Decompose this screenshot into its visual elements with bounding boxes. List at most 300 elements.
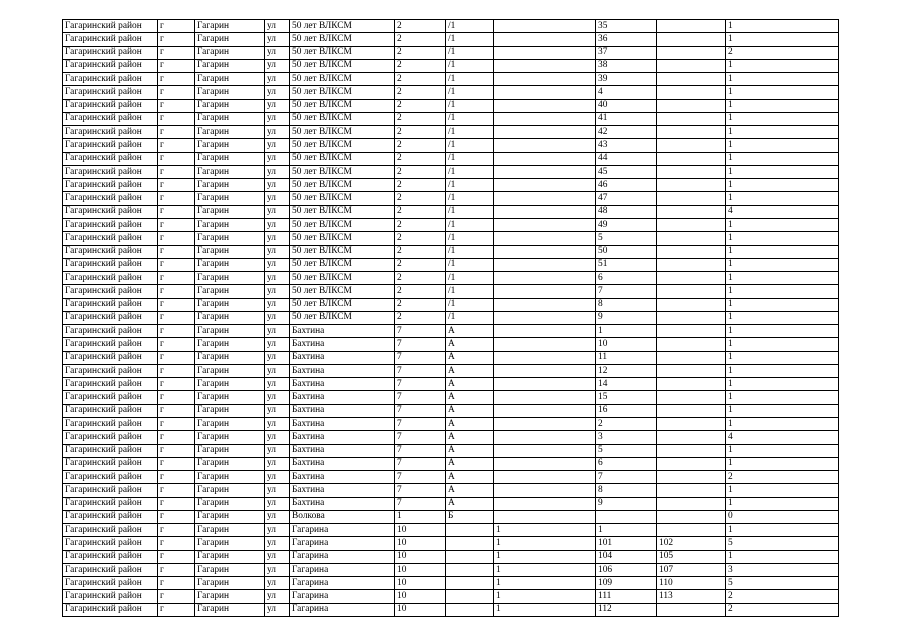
cell-settlement-type: г [158,272,195,285]
cell-district: Гагаринский район [63,404,158,417]
cell-apartment: 43 [596,139,657,152]
cell-house: 7 [395,325,446,338]
cell-apartment: 7 [596,285,657,298]
cell-building-suffix: /1 [446,285,494,298]
table-row [63,298,839,311]
cell-building-suffix: А [446,417,494,430]
cell-count: 1 [726,245,839,258]
cell-count: 1 [726,33,839,46]
cell-building-suffix: А [446,338,494,351]
cell-building-suffix: /1 [446,165,494,178]
cell-apartment: 14 [596,378,657,391]
cell-structure [494,139,596,152]
cell-street: 50 лет ВЛКСМ [290,298,395,311]
cell-street: Гагарина [290,550,395,563]
cell-settlement-type: г [158,351,195,364]
cell-street: 50 лет ВЛКСМ [290,311,395,324]
cell-street: Гагарина [290,537,395,550]
table-row [63,73,839,86]
cell-count: 1 [726,311,839,324]
cell-house: 2 [395,298,446,311]
cell-street: Бахтина [290,391,395,404]
cell-settlement: Гагарин [195,577,265,590]
cell-count: 1 [726,298,839,311]
cell-building-suffix [446,550,494,563]
cell-settlement: Гагарин [195,232,265,245]
table-row [63,484,839,497]
cell-structure [494,258,596,271]
cell-house: 2 [395,139,446,152]
cell-house: 10 [395,550,446,563]
cell-apartment-extra [657,33,726,46]
cell-structure [494,325,596,338]
cell-street: Бахтина [290,351,395,364]
cell-structure: 1 [494,563,596,576]
cell-district: Гагаринский район [63,99,158,112]
cell-apartment-extra: 102 [657,537,726,550]
cell-apartment-extra [657,46,726,59]
cell-street: Гагарина [290,603,395,616]
cell-district: Гагаринский район [63,112,158,125]
cell-structure [494,510,596,523]
cell-building-suffix [446,603,494,616]
cell-settlement-type: г [158,258,195,271]
cell-house: 2 [395,86,446,99]
cell-structure [494,205,596,218]
cell-apartment: 112 [596,603,657,616]
cell-street-type: ул [265,152,290,165]
cell-house: 10 [395,590,446,603]
cell-settlement: Гагарин [195,59,265,72]
cell-structure [494,152,596,165]
cell-building-suffix [446,563,494,576]
table-row [63,99,839,112]
cell-structure [494,285,596,298]
cell-apartment-extra [657,285,726,298]
cell-count: 1 [726,258,839,271]
cell-settlement: Гагарин [195,192,265,205]
cell-count: 4 [726,205,839,218]
cell-settlement: Гагарин [195,112,265,125]
cell-settlement-type: г [158,20,195,33]
cell-street-type: ул [265,404,290,417]
cell-settlement-type: г [158,285,195,298]
cell-street-type: ул [265,245,290,258]
cell-district: Гагаринский район [63,126,158,139]
cell-settlement: Гагарин [195,311,265,324]
cell-apartment: 40 [596,99,657,112]
cell-apartment-extra [657,351,726,364]
cell-building-suffix: /1 [446,232,494,245]
cell-count: 1 [726,417,839,430]
cell-apartment: 5 [596,444,657,457]
cell-settlement-type: г [158,510,195,523]
table-row [63,86,839,99]
cell-street: 50 лет ВЛКСМ [290,73,395,86]
cell-settlement: Гагарин [195,510,265,523]
cell-building-suffix: А [446,364,494,377]
cell-house: 2 [395,112,446,125]
cell-apartment-extra: 107 [657,563,726,576]
cell-district: Гагаринский район [63,338,158,351]
cell-count: 1 [726,152,839,165]
cell-count: 1 [726,272,839,285]
cell-street-type: ул [265,285,290,298]
cell-apartment-extra [657,325,726,338]
cell-apartment: 48 [596,205,657,218]
table-row [63,577,839,590]
cell-building-suffix: /1 [446,73,494,86]
cell-count: 1 [726,59,839,72]
cell-street-type: ул [265,497,290,510]
table-row [63,245,839,258]
cell-apartment: 8 [596,298,657,311]
cell-settlement: Гагарин [195,457,265,470]
cell-apartment: 49 [596,218,657,231]
cell-district: Гагаринский район [63,272,158,285]
cell-settlement-type: г [158,139,195,152]
cell-apartment-extra: 110 [657,577,726,590]
cell-district: Гагаринский район [63,46,158,59]
cell-street-type: ул [265,126,290,139]
cell-settlement-type: г [158,590,195,603]
cell-structure: 1 [494,524,596,537]
cell-house: 2 [395,205,446,218]
cell-house: 2 [395,99,446,112]
cell-building-suffix: А [446,457,494,470]
cell-settlement: Гагарин [195,338,265,351]
cell-apartment-extra [657,73,726,86]
cell-count: 1 [726,285,839,298]
cell-structure [494,232,596,245]
cell-house: 2 [395,165,446,178]
cell-settlement-type: г [158,86,195,99]
cell-district: Гагаринский район [63,537,158,550]
cell-structure [494,20,596,33]
cell-street-type: ул [265,99,290,112]
cell-apartment-extra [657,112,726,125]
cell-street-type: ул [265,550,290,563]
cell-settlement-type: г [158,126,195,139]
cell-street: Бахтина [290,444,395,457]
cell-street-type: ул [265,510,290,523]
cell-apartment-extra [657,192,726,205]
cell-house: 10 [395,537,446,550]
cell-apartment-extra [657,444,726,457]
cell-apartment-extra [657,311,726,324]
cell-settlement-type: г [158,46,195,59]
cell-house: 2 [395,232,446,245]
cell-structure: 1 [494,590,596,603]
cell-count: 1 [726,99,839,112]
cell-street: Бахтина [290,378,395,391]
cell-count: 1 [726,351,839,364]
cell-street: 50 лет ВЛКСМ [290,165,395,178]
cell-structure: 1 [494,577,596,590]
cell-settlement: Гагарин [195,99,265,112]
cell-district: Гагаринский район [63,603,158,616]
cell-structure [494,272,596,285]
cell-building-suffix: /1 [446,245,494,258]
cell-street: 50 лет ВЛКСМ [290,152,395,165]
cell-settlement: Гагарин [195,484,265,497]
cell-settlement: Гагарин [195,86,265,99]
cell-district: Гагаринский район [63,417,158,430]
cell-count: 1 [726,457,839,470]
cell-apartment: 1 [596,524,657,537]
cell-apartment: 39 [596,73,657,86]
cell-street: 50 лет ВЛКСМ [290,86,395,99]
cell-district: Гагаринский район [63,484,158,497]
cell-settlement-type: г [158,218,195,231]
cell-apartment-extra [657,152,726,165]
table-row [63,603,839,616]
cell-house: 7 [395,404,446,417]
cell-building-suffix: /1 [446,59,494,72]
cell-settlement: Гагарин [195,497,265,510]
cell-count: 1 [726,20,839,33]
cell-district: Гагаринский район [63,471,158,484]
cell-building-suffix: /1 [446,46,494,59]
cell-settlement-type: г [158,471,195,484]
cell-apartment-extra [657,378,726,391]
table-row [63,218,839,231]
address-table-body [63,20,839,617]
cell-settlement: Гагарин [195,33,265,46]
cell-apartment: 109 [596,577,657,590]
cell-settlement-type: г [158,338,195,351]
cell-count: 5 [726,577,839,590]
cell-settlement: Гагарин [195,298,265,311]
cell-street: Бахтина [290,404,395,417]
cell-settlement-type: г [158,524,195,537]
cell-building-suffix: /1 [446,298,494,311]
table-row [63,311,839,324]
cell-structure [494,179,596,192]
cell-district: Гагаринский район [63,364,158,377]
cell-street: Бахтина [290,431,395,444]
table-row [63,378,839,391]
cell-street: Гагарина [290,524,395,537]
cell-street: 50 лет ВЛКСМ [290,139,395,152]
cell-building-suffix: А [446,444,494,457]
cell-structure: 1 [494,550,596,563]
cell-building-suffix: /1 [446,258,494,271]
cell-street: Гагарина [290,590,395,603]
cell-settlement-type: г [158,298,195,311]
cell-building-suffix: /1 [446,33,494,46]
cell-settlement-type: г [158,311,195,324]
cell-building-suffix: /1 [446,272,494,285]
cell-count: 3 [726,563,839,576]
cell-building-suffix: А [446,404,494,417]
cell-building-suffix: /1 [446,86,494,99]
cell-street: Бахтина [290,484,395,497]
cell-building-suffix [446,524,494,537]
cell-settlement: Гагарин [195,603,265,616]
table-row [63,165,839,178]
table-row [63,112,839,125]
cell-settlement-type: г [158,457,195,470]
cell-structure [494,338,596,351]
cell-street: 50 лет ВЛКСМ [290,126,395,139]
cell-count: 1 [726,112,839,125]
cell-apartment-extra [657,86,726,99]
cell-count: 1 [726,378,839,391]
cell-street-type: ул [265,20,290,33]
cell-house: 7 [395,364,446,377]
cell-street-type: ул [265,179,290,192]
cell-settlement-type: г [158,378,195,391]
table-row [63,59,839,72]
cell-structure [494,378,596,391]
cell-apartment: 2 [596,417,657,430]
table-row [63,391,839,404]
cell-district: Гагаринский район [63,298,158,311]
cell-apartment: 9 [596,497,657,510]
cell-count: 1 [726,325,839,338]
cell-apartment: 51 [596,258,657,271]
cell-street: 50 лет ВЛКСМ [290,20,395,33]
cell-street-type: ул [265,444,290,457]
cell-street-type: ул [265,457,290,470]
table-row [63,404,839,417]
cell-settlement-type: г [158,404,195,417]
cell-building-suffix: /1 [446,139,494,152]
cell-street: 50 лет ВЛКСМ [290,192,395,205]
cell-apartment-extra [657,364,726,377]
cell-house: 2 [395,218,446,231]
cell-house: 2 [395,126,446,139]
cell-apartment-extra [657,484,726,497]
cell-settlement: Гагарин [195,272,265,285]
cell-district: Гагаринский район [63,33,158,46]
cell-structure [494,471,596,484]
cell-house: 2 [395,46,446,59]
cell-apartment: 8 [596,484,657,497]
cell-street-type: ул [265,590,290,603]
cell-count: 1 [726,179,839,192]
cell-count: 2 [726,590,839,603]
cell-apartment-extra [657,417,726,430]
table-row [63,20,839,33]
cell-district: Гагаринский район [63,497,158,510]
table-row [63,364,839,377]
cell-settlement-type: г [158,325,195,338]
cell-street-type: ул [265,577,290,590]
cell-building-suffix: /1 [446,99,494,112]
cell-apartment: 35 [596,20,657,33]
table-row [63,192,839,205]
cell-house: 7 [395,378,446,391]
cell-district: Гагаринский район [63,232,158,245]
cell-count: 1 [726,484,839,497]
cell-apartment-extra [657,20,726,33]
cell-district: Гагаринский район [63,245,158,258]
cell-structure [494,391,596,404]
cell-house: 2 [395,285,446,298]
cell-count: 2 [726,471,839,484]
cell-house: 7 [395,351,446,364]
table-row [63,351,839,364]
cell-district: Гагаринский район [63,20,158,33]
cell-structure [494,73,596,86]
cell-structure [494,298,596,311]
cell-building-suffix: /1 [446,152,494,165]
cell-street-type: ул [265,218,290,231]
cell-count: 1 [726,126,839,139]
cell-street-type: ул [265,471,290,484]
cell-apartment-extra [657,510,726,523]
cell-apartment-extra [657,99,726,112]
cell-building-suffix: /1 [446,192,494,205]
table-row [63,272,839,285]
cell-settlement: Гагарин [195,590,265,603]
cell-house: 2 [395,272,446,285]
table-row [63,179,839,192]
table-row [63,258,839,271]
cell-apartment-extra [657,179,726,192]
cell-apartment: 41 [596,112,657,125]
cell-apartment-extra [657,139,726,152]
cell-apartment: 38 [596,59,657,72]
cell-district: Гагаринский район [63,325,158,338]
cell-street: 50 лет ВЛКСМ [290,245,395,258]
cell-structure [494,484,596,497]
cell-street: 50 лет ВЛКСМ [290,46,395,59]
cell-street-type: ул [265,378,290,391]
cell-settlement-type: г [158,444,195,457]
cell-street: Бахтина [290,417,395,430]
cell-house: 10 [395,563,446,576]
cell-building-suffix: А [446,471,494,484]
cell-district: Гагаринский район [63,258,158,271]
cell-count: 1 [726,364,839,377]
cell-settlement: Гагарин [195,550,265,563]
cell-structure [494,112,596,125]
cell-apartment: 46 [596,179,657,192]
cell-street: 50 лет ВЛКСМ [290,205,395,218]
cell-settlement-type: г [158,205,195,218]
table-row [63,152,839,165]
cell-settlement-type: г [158,33,195,46]
table-row [63,550,839,563]
cell-apartment-extra [657,218,726,231]
cell-apartment-extra [657,524,726,537]
cell-street: Гагарина [290,577,395,590]
cell-house: 1 [395,510,446,523]
cell-street: 50 лет ВЛКСМ [290,272,395,285]
cell-apartment-extra [657,338,726,351]
cell-street-type: ул [265,484,290,497]
cell-settlement-type: г [158,364,195,377]
cell-district: Гагаринский район [63,86,158,99]
cell-building-suffix: А [446,325,494,338]
cell-apartment-extra: 105 [657,550,726,563]
cell-district: Гагаринский район [63,311,158,324]
table-row [63,444,839,457]
cell-settlement-type: г [158,603,195,616]
cell-settlement: Гагарин [195,73,265,86]
cell-structure [494,245,596,258]
cell-street: Бахтина [290,364,395,377]
cell-apartment-extra [657,431,726,444]
cell-district: Гагаринский район [63,192,158,205]
cell-building-suffix: /1 [446,311,494,324]
cell-apartment: 111 [596,590,657,603]
cell-settlement-type: г [158,391,195,404]
cell-count: 1 [726,86,839,99]
